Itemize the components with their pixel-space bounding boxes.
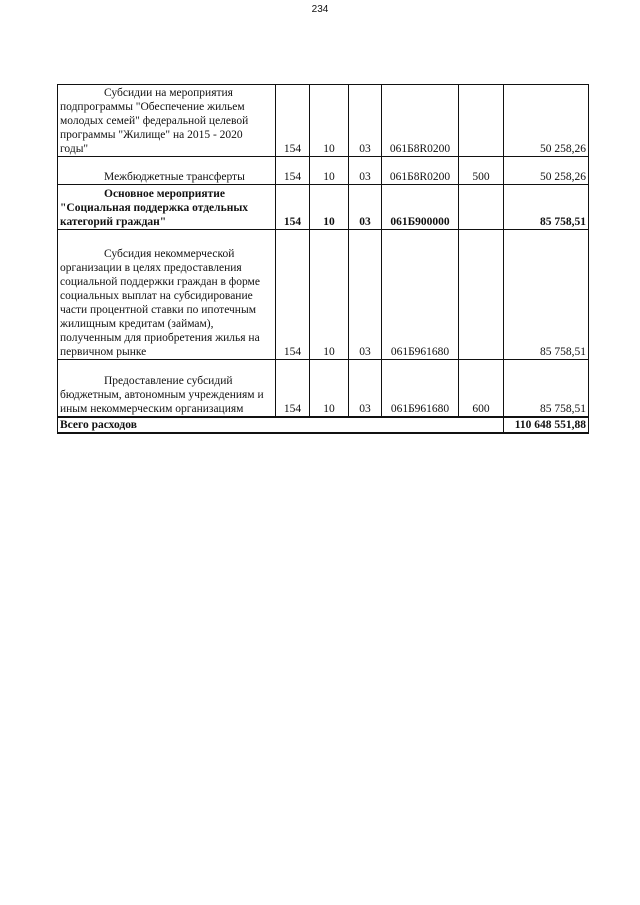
section-code: 10 bbox=[310, 157, 349, 185]
section-code: 10 bbox=[310, 230, 349, 360]
section-code: 10 bbox=[310, 185, 349, 230]
section-code: 10 bbox=[310, 85, 349, 157]
expense-type-code: 500 bbox=[459, 157, 504, 185]
subsection-code: 03 bbox=[349, 360, 382, 417]
subsection-code: 03 bbox=[349, 230, 382, 360]
target-article-code: 061Б961680 bbox=[382, 230, 459, 360]
ministry-code: 154 bbox=[276, 85, 310, 157]
ministry-code: 154 bbox=[276, 230, 310, 360]
section-code: 10 bbox=[310, 360, 349, 417]
amount: 50 258,26 bbox=[504, 85, 589, 157]
subsection-code: 03 bbox=[349, 85, 382, 157]
budget-table bbox=[57, 84, 589, 434]
table-row bbox=[58, 360, 589, 417]
subsection-code: 03 bbox=[349, 157, 382, 185]
ministry-code: 154 bbox=[276, 185, 310, 230]
target-article-code: 061Б961680 bbox=[382, 360, 459, 417]
target-article-code: 061Б900000 bbox=[382, 185, 459, 230]
ministry-code: 154 bbox=[276, 360, 310, 417]
table-row bbox=[58, 157, 589, 185]
total-row bbox=[58, 417, 589, 433]
total-amount: 110 648 551,88 bbox=[504, 417, 589, 433]
row-name: Предоставление субсидий бюджетным, автономным учреждениям и иным некоммерческим организациям bbox=[58, 360, 276, 417]
row-name: Межбюджетные трансферты bbox=[58, 157, 276, 185]
table-row bbox=[58, 85, 589, 157]
ministry-code: 154 bbox=[276, 157, 310, 185]
row-name: Субсидии на мероприятия подпрограммы "Обеспечение жильем молодых семей" федеральной целевой программы "Жилище" на 2015 - 2020 годы" bbox=[58, 85, 276, 157]
amount: 50 258,26 bbox=[504, 157, 589, 185]
amount: 85 758,51 bbox=[504, 230, 589, 360]
expense-type-code bbox=[459, 230, 504, 360]
target-article-code: 061Б8R0200 bbox=[382, 157, 459, 185]
total-label: Всего расходов bbox=[58, 417, 504, 433]
amount: 85 758,51 bbox=[504, 185, 589, 230]
table-row bbox=[58, 230, 589, 360]
expense-type-code bbox=[459, 85, 504, 157]
table-row bbox=[58, 185, 589, 230]
expense-type-code bbox=[459, 185, 504, 230]
row-name: Основное мероприятие "Социальная поддержка отдельных категорий граждан" bbox=[58, 185, 276, 230]
page-number: 234 bbox=[311, 4, 329, 15]
amount: 85 758,51 bbox=[504, 360, 589, 417]
target-article-code: 061Б8R0200 bbox=[382, 85, 459, 157]
subsection-code: 03 bbox=[349, 185, 382, 230]
expense-type-code: 600 bbox=[459, 360, 504, 417]
row-name: Субсидия некоммерческой организации в целях предоставления социальной поддержки граждан в форме социальных выплат на субсидирование части процентной ставки по ипотечным жилищным кредитам (займам), полученным для приобретения жилья на первичном рынке bbox=[58, 230, 276, 360]
